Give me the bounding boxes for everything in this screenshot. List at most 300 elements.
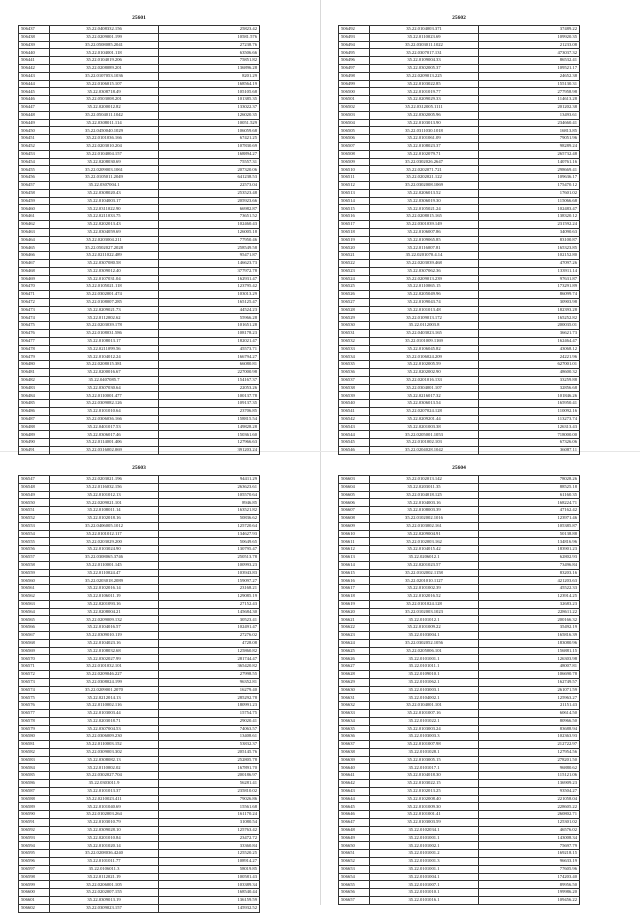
parcel-id-cell: 506582 — [19, 748, 50, 756]
parcel-id-cell: 506585 — [19, 772, 50, 780]
parcel-id-cell: 506453 — [19, 150, 50, 158]
cadastral-code-cell: 35.22.0102013.25 — [370, 787, 479, 795]
cadastral-code-cell: 35.22.0203039.468 — [370, 259, 479, 267]
table-row — [339, 345, 580, 353]
panel-1 — [18, 12, 260, 455]
cadastral-code-cell: 35.22.0106015.107 — [50, 80, 159, 88]
table-row — [19, 709, 260, 717]
table-row — [19, 819, 260, 827]
value-cell: 110092.16 — [479, 408, 580, 416]
table-row — [19, 423, 260, 431]
value-cell: 165252.82 — [479, 314, 580, 322]
cadastral-code-cell: 35.22.0302026.2647 — [370, 158, 479, 166]
parcel-id-cell: 506566 — [19, 624, 50, 632]
table-row — [19, 889, 260, 897]
parcel-id-cell: 506626 — [339, 655, 370, 663]
parcel-id-cell: 506519 — [339, 236, 370, 244]
table-row — [19, 741, 260, 749]
value-cell: 102460.43 — [159, 220, 260, 228]
value-cell: 63506.66 — [159, 49, 260, 57]
value-cell: 258549.58 — [159, 244, 260, 252]
parcel-id-cell: 506635 — [339, 725, 370, 733]
parcel-id-cell: 506600 — [19, 889, 50, 897]
table-row — [339, 522, 580, 530]
cadastral-code-cell: 35.22.0114001.406 — [50, 439, 159, 447]
table-row — [19, 88, 260, 96]
value-cell: 136896.28 — [159, 64, 260, 72]
value-cell: 168224.71 — [479, 499, 580, 507]
parcel-id-cell: 506617 — [339, 585, 370, 593]
table-row — [19, 291, 260, 299]
parcel-id-cell: 506574 — [19, 686, 50, 694]
cadastral-code-cell: 35.22.0316002.069 — [50, 447, 159, 455]
table-row — [339, 561, 580, 569]
parcel-id-cell: 506579 — [19, 725, 50, 733]
value-cell: 93504.27 — [479, 787, 580, 795]
parcel-id-cell: 506508 — [339, 150, 370, 158]
value-cell: 253523.48 — [159, 189, 260, 197]
value-cell: 45573.71 — [159, 345, 260, 353]
table-row — [339, 431, 580, 439]
cadastral-code-cell: 35.22.0311030.1018 — [370, 127, 479, 135]
value-cell: 205923.66 — [159, 197, 260, 205]
parcel-id-cell: 506577 — [19, 709, 50, 717]
value-cell: 421203.63 — [479, 577, 580, 585]
cadastral-code-cell: 35.22.0201093.16 — [50, 600, 159, 608]
parcel-id-cell: 506517 — [339, 220, 370, 228]
cadastral-code-cell: 35.22.0112002.62 — [50, 314, 159, 322]
cadastral-code-cell: 35.22.0308065.3746 — [50, 553, 159, 561]
value-cell: 173291.89 — [479, 283, 580, 291]
value-cell: 252805.78 — [159, 756, 260, 764]
cadastral-code-cell: 35.22.0105011.2049 — [50, 174, 159, 182]
table-row — [339, 103, 580, 111]
table-row — [19, 197, 260, 205]
parcel-id-cell: 506448 — [19, 111, 50, 119]
table-row — [339, 819, 580, 827]
cadastral-code-cell: 35.22.0101012.117 — [50, 530, 159, 538]
table-row — [339, 127, 580, 135]
cadastral-code-cell: 35.22.0304001.107 — [370, 384, 479, 392]
cadastral-code-cell: 35.22.0209021.101 — [50, 499, 159, 507]
value-cell: 55966.28 — [159, 314, 260, 322]
cadastral-code-cell: 35.22.0109043.74 — [370, 298, 479, 306]
cadastral-code-cell: 35.22.0108007.285 — [50, 298, 159, 306]
value-cell: 45522.33 — [479, 585, 580, 593]
parcel-id-cell: 506536 — [339, 369, 370, 377]
table-row — [339, 780, 580, 788]
value-cell: 46576.02 — [479, 826, 580, 834]
value-cell: 16279.40 — [159, 686, 260, 694]
panel-title: 25604 — [452, 465, 466, 471]
value-cell: 125720.64 — [159, 522, 260, 530]
value-cell: 105570.64 — [159, 491, 260, 499]
value-cell: 89956.50 — [479, 881, 580, 889]
cadastral-code-cell: 35.22.0201016.133 — [370, 376, 479, 384]
value-cell: 67421.25 — [159, 135, 260, 143]
cadastral-code-cell: 35.22.0205006.101 — [370, 647, 479, 655]
value-cell: 75697.79 — [479, 842, 580, 850]
parcel-id-cell: 506591 — [19, 819, 50, 827]
cadastral-code-cell: 35.22.0104012.24 — [50, 353, 159, 361]
table-row — [19, 787, 260, 795]
table-row — [19, 577, 260, 585]
cadastral-code-cell: 35.22.0103005.15 — [370, 756, 479, 764]
cadastral-code-cell: 35.22.0209003.1061 — [50, 166, 159, 174]
value-cell: 169218.15 — [479, 850, 580, 858]
value-cell: 150361.60 — [159, 431, 260, 439]
cadastral-code-cell: 35.22.0101007.98 — [370, 741, 479, 749]
cadastral-code-cell: 35.22.0104004.157 — [50, 150, 159, 158]
parcel-id-cell: 506456 — [19, 174, 50, 182]
value-cell: 103943.83 — [159, 569, 260, 577]
value-cell: 165816.39 — [479, 631, 580, 639]
value-cell: 53832.37 — [159, 741, 260, 749]
cadastral-code-cell: 35.22.0306009.230 — [50, 733, 159, 741]
value-cell: 35492.19 — [479, 624, 580, 632]
cadastral-code-cell: 35.22.0103024.90 — [50, 546, 159, 554]
cadastral-code-cell: 35.22.0101019.77 — [370, 88, 479, 96]
table-row — [339, 678, 580, 686]
cadastral-code-cell: 35.22.0201010.1127 — [370, 577, 479, 585]
parcel-id-cell: 506515 — [339, 205, 370, 213]
table-row — [339, 476, 580, 484]
cadastral-code-cell: 35.22.0104018.125 — [370, 491, 479, 499]
parcel-id-cell: 506505 — [339, 127, 370, 135]
value-cell: 73651.52 — [159, 213, 260, 221]
table-row — [19, 553, 260, 561]
parcel-id-cell: 506506 — [339, 135, 370, 143]
value-cell: 48600.32 — [479, 369, 580, 377]
parcel-id-cell: 506564 — [19, 608, 50, 616]
value-cell: 473037.32 — [479, 49, 580, 57]
value-cell: 66080.81 — [159, 361, 260, 369]
table-row — [339, 686, 580, 694]
value-cell: 36621.73 — [479, 330, 580, 338]
value-cell: 168894.27 — [159, 150, 260, 158]
value-cell: 4728.08 — [159, 639, 260, 647]
table-row — [19, 213, 260, 221]
parcel-id-cell: 506464 — [19, 236, 50, 244]
value-cell: 145684.30 — [159, 608, 260, 616]
value-cell: 30523.41 — [159, 616, 260, 624]
parcel-id-cell: 506524 — [339, 275, 370, 283]
table-row — [19, 158, 260, 166]
cadastral-code-cell: 35.22.0209004.91 — [370, 530, 479, 538]
cadastral-code-cell: 35.22.0104003.371 — [370, 26, 479, 34]
cadastral-code-cell: 35.22.0108003.39 — [370, 507, 479, 515]
cadastral-code-cell: 35.22.0104015.42 — [370, 546, 479, 554]
table-row — [339, 569, 580, 577]
panel-title: 25601 — [132, 15, 146, 21]
parcel-id-cell: 506654 — [339, 873, 370, 881]
cadastral-code-cell: 35.22.0209001.199 — [50, 33, 159, 41]
cadastral-code-cell: 35.22.0203021.196 — [50, 476, 159, 484]
table-row — [19, 491, 260, 499]
value-cell: 277958.98 — [479, 88, 580, 96]
parcel-id-cell: 506657 — [339, 897, 370, 905]
parcel-id-cell: 506575 — [19, 694, 50, 702]
cadastral-code-cell: 35.22.0212014.13 — [50, 694, 159, 702]
value-cell: 50138.88 — [479, 530, 580, 538]
value-cell: 149828.28 — [159, 423, 260, 431]
table-row — [339, 897, 580, 905]
table-row — [19, 431, 260, 439]
value-cell: 103013.29 — [159, 291, 260, 299]
cadastral-code-cell: 35.22.0102018.16 — [50, 514, 159, 522]
parcel-id-cell: 506440 — [19, 49, 50, 57]
parcel-id-cell: 506444 — [19, 80, 50, 88]
value-cell: 50649.65 — [159, 538, 260, 546]
value-cell: 134816.96 — [479, 538, 580, 546]
value-cell: 127966.63 — [159, 439, 260, 447]
parcel-id-cell: 506450 — [19, 127, 50, 135]
value-cell: 136909.23 — [479, 780, 580, 788]
cadastral-code-cell: 35.22.0102016.52 — [370, 592, 479, 600]
cadastral-code-cell: 35.22.0101004.1 — [370, 873, 479, 881]
value-cell: 74063.57 — [159, 725, 260, 733]
parcel-id-cell: 506655 — [339, 881, 370, 889]
cadastral-code-cell: 35.22.0201003.38 — [370, 423, 479, 431]
cadastral-code-cell: 35.22.0106007.86 — [370, 228, 479, 236]
table-row — [19, 306, 260, 314]
value-cell: 100581.43 — [159, 873, 260, 881]
table-row — [19, 694, 260, 702]
cadastral-code-cell: 35.22.0508085.2041 — [50, 41, 159, 49]
cadastral-code-cell: 35.22.0309028.10 — [50, 826, 159, 834]
parcel-id-cell: 506495 — [339, 49, 370, 57]
parcel-id-cell: 506496 — [339, 57, 370, 65]
parcel-id-cell: 506480 — [19, 361, 50, 369]
cadastral-code-cell: 35.22.0308082.13 — [50, 756, 159, 764]
parcel-id-cell: 506527 — [339, 298, 370, 306]
parcel-id-cell: 506452 — [19, 142, 50, 150]
cadastral-code-cell: 35.22.0309082.126 — [50, 400, 159, 408]
cadastral-code-cell: 35.22.0208015.381 — [50, 361, 159, 369]
table-row — [19, 369, 260, 377]
value-cell: 161170.24 — [159, 811, 260, 819]
table-row — [19, 865, 260, 873]
table-row — [19, 748, 260, 756]
value-cell: 105385.87 — [479, 522, 580, 530]
value-cell: 25823.42 — [159, 26, 260, 34]
value-cell: 27152.43 — [159, 600, 260, 608]
parcel-id-cell: 506460 — [19, 205, 50, 213]
parcel-id-cell: 506584 — [19, 764, 50, 772]
cadastral-code-cell: 35.22.0101020.14 — [50, 842, 159, 850]
cadastral-code-cell: 35.22.0107031.04 — [50, 275, 159, 283]
parcel-id-cell: 506567 — [19, 631, 50, 639]
cadastral-code-cell: 35.22.0102002.1158 — [370, 569, 479, 577]
parcel-id-cell: 506500 — [339, 88, 370, 96]
cadastral-code-cell: 35.22.0208036.4240 — [50, 850, 159, 858]
table-row — [339, 80, 580, 88]
cadastral-code-cell: 35.22.0102003.162 — [370, 538, 479, 546]
table-row — [339, 530, 580, 538]
value-cell: 13493.61 — [479, 111, 580, 119]
parcel-id-cell: 506521 — [339, 252, 370, 260]
cadastral-code-cell: 35.22.0308020.43 — [50, 189, 159, 197]
table-row — [339, 252, 580, 260]
value-cell: 47162.42 — [479, 507, 580, 515]
parcel-id-cell: 506544 — [339, 431, 370, 439]
cadastral-code-cell: 35.22.0101010.64 — [50, 408, 159, 416]
value-cell: 95471.87 — [159, 252, 260, 260]
parcel-id-cell: 506648 — [339, 826, 370, 834]
table-row — [19, 361, 260, 369]
value-cell: 133022.37 — [159, 103, 260, 111]
cadastral-code-cell: 35.22.0105021.118 — [50, 283, 159, 291]
value-cell: 134627.93 — [159, 530, 260, 538]
value-cell: 162464.47 — [479, 337, 580, 345]
parcel-id-cell: 506463 — [19, 228, 50, 236]
parcel-id-cell: 506525 — [339, 283, 370, 291]
table-row — [19, 631, 260, 639]
parcel-id-cell: 506560 — [19, 577, 50, 585]
table-row — [339, 842, 580, 850]
parcel-id-cell: 506483 — [19, 384, 50, 392]
cadastral-code-cell: 35.22.0309012.40 — [50, 267, 159, 275]
table-row — [339, 259, 580, 267]
table-row — [19, 400, 260, 408]
table-row — [19, 135, 260, 143]
parcel-id-cell: 506547 — [19, 476, 50, 484]
table-row — [339, 834, 580, 842]
parcel-id-cell: 506643 — [339, 787, 370, 795]
value-cell: 228611.22 — [479, 608, 580, 616]
table-row — [339, 408, 580, 416]
table-row — [19, 647, 260, 655]
parcel-id-cell: 506651 — [339, 850, 370, 858]
table-row — [339, 220, 580, 228]
value-cell: 109920.35 — [479, 33, 580, 41]
parcel-id-cell: 506563 — [19, 600, 50, 608]
parcel-id-cell: 506623 — [339, 631, 370, 639]
cadastral-code-cell: 35.22.0200012.82 — [50, 103, 159, 111]
value-cell: 136159.59 — [159, 897, 260, 905]
table-row — [339, 631, 580, 639]
cadastral-code-cell: 35.22.0101001.1 — [370, 834, 479, 842]
table-row — [339, 361, 580, 369]
table-row — [19, 275, 260, 283]
table-row — [19, 850, 260, 858]
table-row — [19, 392, 260, 400]
parcel-id-cell: 506482 — [19, 376, 50, 384]
cadastral-code-cell: 35.22.0211033.75 — [50, 213, 159, 221]
vertical-page-divider — [320, 0, 321, 905]
value-cell: 126020.35 — [159, 111, 260, 119]
cadastral-code-cell: 35.22.0108011.14 — [50, 507, 159, 515]
cadastral-code-cell: 35.22.0209021.73 — [50, 306, 159, 314]
table-row — [339, 717, 580, 725]
table-row — [339, 608, 580, 616]
parcel-id-cell: 506653 — [339, 865, 370, 873]
table-row — [19, 686, 260, 694]
parcel-id-cell: 506548 — [19, 483, 50, 491]
value-cell: 86099.74 — [479, 291, 580, 299]
parcel-id-cell: 506572 — [19, 670, 50, 678]
parcel-id-cell: 506488 — [19, 423, 50, 431]
cadastral-code-cell: 35.22.0101001.41 — [370, 811, 479, 819]
cadastral-code-cell: 35.22.0104003.17 — [50, 197, 159, 205]
value-cell: 278201.50 — [479, 756, 580, 764]
parcel-id-cell: 506534 — [339, 353, 370, 361]
parcel-id-cell: 506545 — [339, 439, 370, 447]
table-row — [19, 228, 260, 236]
value-cell: 125520.25 — [159, 850, 260, 858]
parcel-id-cell: 506554 — [19, 530, 50, 538]
value-cell: 126313.43 — [479, 423, 580, 431]
cadastral-code-cell: 35.22.0101013.48 — [370, 306, 479, 314]
cadastral-code-cell: 35.22.0302005.96 — [370, 111, 479, 119]
parcel-id-cell: 506458 — [19, 189, 50, 197]
table-row — [339, 709, 580, 717]
parcel-id-cell: 506520 — [339, 244, 370, 252]
cadastral-code-cell: 35.22.0102002.1016 — [370, 514, 479, 522]
parcel-id-cell: 506526 — [339, 291, 370, 299]
value-cell: 79051.96 — [479, 135, 580, 143]
table-row — [339, 616, 580, 624]
parcel-id-cell: 506490 — [19, 439, 50, 447]
parcel-id-cell: 506468 — [19, 267, 50, 275]
parcel-id-cell: 506472 — [19, 298, 50, 306]
cadastral-code-cell: 35.22.0302027.704 — [50, 772, 159, 780]
cadastral-code-cell: 35.22.0101012.13 — [50, 491, 159, 499]
value-cell: 106059.68 — [159, 127, 260, 135]
panel-title: 25603 — [132, 465, 146, 471]
cadastral-code-cell: 35.22.0406005.1012 — [50, 522, 159, 530]
value-cell: 285292.78 — [159, 694, 260, 702]
value-cell: 27276.02 — [159, 631, 260, 639]
cadastral-code-cell: 35.22.0209013.239 — [370, 275, 479, 283]
table-row — [339, 189, 580, 197]
table-row — [339, 733, 580, 741]
value-cell: 140761.16 — [479, 158, 580, 166]
value-cell: 156881.15 — [479, 647, 580, 655]
value-cell: 107830.69 — [159, 142, 260, 150]
parcel-id-cell: 506595 — [19, 850, 50, 858]
parcel-id-cell: 506637 — [339, 741, 370, 749]
table-row — [19, 80, 260, 88]
table-row — [339, 64, 580, 72]
parcel-id-cell: 506478 — [19, 345, 50, 353]
table-row — [19, 795, 260, 803]
parcel-id-cell: 506462 — [19, 220, 50, 228]
data-table — [18, 25, 260, 455]
value-cell: 260802.71 — [479, 811, 580, 819]
cadastral-code-cell: 35.22.0209009.132 — [50, 616, 159, 624]
cadastral-code-cell: 35.22.0311022.90 — [50, 205, 159, 213]
table-row — [339, 670, 580, 678]
parcel-id-cell: 506631 — [339, 694, 370, 702]
cadastral-code-cell: 35.22.0205001.1053 — [370, 431, 479, 439]
table-row — [339, 483, 580, 491]
table-row — [19, 561, 260, 569]
parcel-id-cell: 506541 — [339, 408, 370, 416]
cadastral-code-cell: 35.22.0200016.67 — [50, 369, 159, 377]
value-cell: 159097.27 — [159, 577, 260, 585]
cadastral-code-cell: 35.22.0101002.103 — [370, 439, 479, 447]
cadastral-code-cell: 35.22.0104003.16 — [370, 499, 479, 507]
value-cell: 180991.23 — [159, 702, 260, 710]
parcel-id-cell: 506652 — [339, 858, 370, 866]
parcel-id-cell: 506610 — [339, 530, 370, 538]
parcel-id-cell: 506604 — [339, 483, 370, 491]
value-cell: 145932.52 — [159, 904, 260, 912]
value-cell: 227000.98 — [159, 369, 260, 377]
table-row — [19, 897, 260, 905]
table-row — [339, 142, 580, 150]
